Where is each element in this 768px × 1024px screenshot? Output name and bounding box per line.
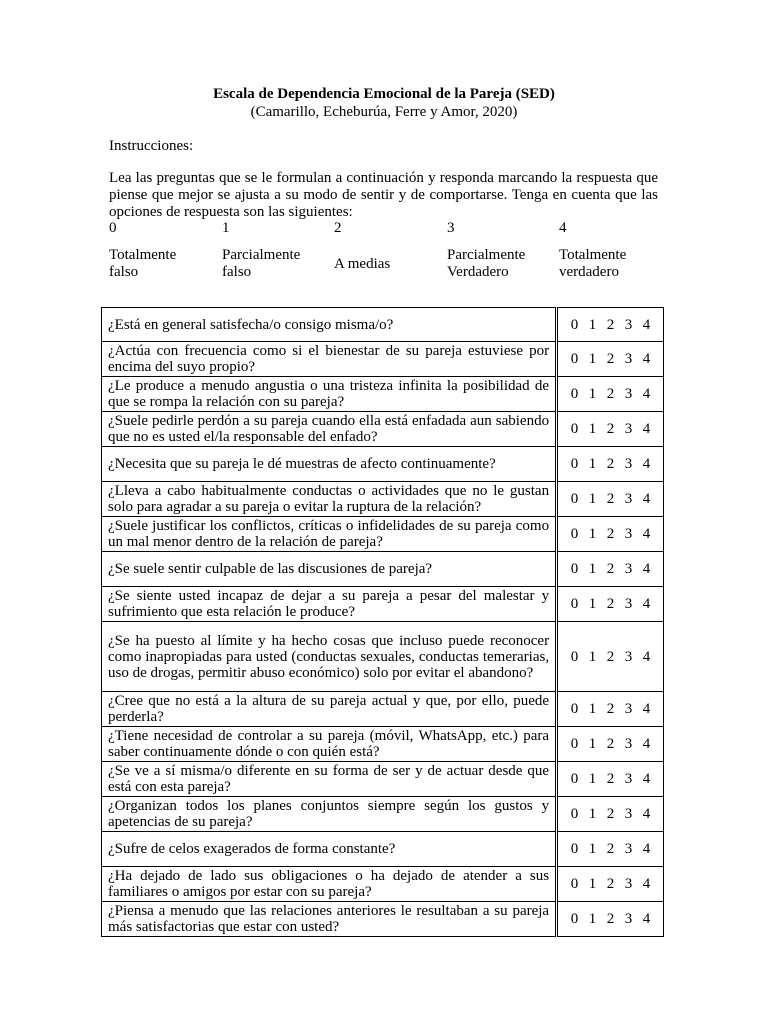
answer-option[interactable]: 2 (606, 736, 615, 752)
question-text: ¿Tiene necesidad de controlar a su pareja (móvil, WhatsApp, etc.) para saber continuamente dónde o con quién está? (102, 727, 557, 762)
answer-option[interactable]: 1 (588, 806, 597, 822)
document-title: Escala de Dependencia Emocional de la Pareja (SED) (213, 86, 555, 102)
question-row (102, 517, 664, 552)
answer-option[interactable]: 3 (624, 841, 633, 857)
answer-option[interactable]: 3 (624, 491, 633, 507)
answer-option[interactable]: 0 (570, 421, 579, 437)
scale-label: Parcialmente Verdadero (447, 247, 526, 280)
answer-option[interactable]: 2 (606, 351, 615, 367)
question-text: ¿Lleva a cabo habitualmente conductas o actividades que no le gustan solo para agradar a su pareja o evitar la ruptura de la relación? (102, 482, 557, 517)
answer-option[interactable]: 4 (642, 386, 651, 402)
answer-option[interactable]: 2 (606, 876, 615, 892)
answer-options (557, 308, 664, 342)
answer-options (557, 622, 664, 692)
question-row (102, 587, 664, 622)
question-row (102, 412, 664, 447)
scale-value: 1 (222, 220, 230, 236)
document-subtitle: (Camarillo, Echeburúa, Ferre y Amor, 2020) (250, 104, 518, 120)
question-row (102, 797, 664, 832)
question-text: ¿Piensa a menudo que las relaciones anteriores le resultaban a su pareja más satisfactorias que estar con usted? (102, 902, 557, 937)
answer-option[interactable]: 1 (588, 561, 597, 577)
answer-options (557, 412, 664, 447)
answer-options (557, 517, 664, 552)
answer-option[interactable]: 2 (606, 491, 615, 507)
answer-option[interactable]: 1 (588, 456, 597, 472)
answer-option[interactable]: 4 (642, 421, 651, 437)
answer-option[interactable]: 4 (642, 771, 651, 787)
answer-option[interactable]: 2 (606, 526, 615, 542)
answer-option[interactable]: 4 (642, 648, 651, 665)
answer-option[interactable]: 0 (570, 386, 579, 402)
answer-options (557, 867, 664, 902)
answer-option[interactable]: 3 (624, 316, 633, 333)
answer-options (557, 832, 664, 867)
instructions-heading: Instrucciones: (109, 138, 194, 154)
answer-option[interactable]: 2 (606, 771, 615, 787)
answer-option[interactable]: 0 (570, 648, 579, 665)
answer-option[interactable]: 0 (570, 911, 579, 927)
answer-option[interactable]: 1 (588, 596, 597, 612)
questionnaire-table (101, 307, 664, 937)
answer-option[interactable]: 3 (624, 806, 633, 822)
answer-options (557, 692, 664, 727)
question-text: ¿Cree que no está a la altura de su pareja actual y que, por ello, puede perderla? (102, 692, 557, 727)
answer-options (557, 377, 664, 412)
answer-options (557, 447, 664, 482)
answer-option[interactable]: 0 (570, 561, 579, 577)
answer-option[interactable]: 4 (642, 491, 651, 507)
answer-option[interactable]: 0 (570, 806, 579, 822)
answer-option[interactable]: 2 (606, 316, 615, 333)
answer-option[interactable]: 2 (606, 841, 615, 857)
answer-options (557, 552, 664, 587)
question-row (102, 867, 664, 902)
answer-option[interactable]: 2 (606, 911, 615, 927)
answer-options (557, 342, 664, 377)
scale-label: Totalmente verdadero (559, 247, 627, 280)
question-text: ¿Está en general satisfecha/o consigo misma/o? (102, 308, 557, 342)
question-text: ¿Se siente usted incapaz de dejar a su pareja a pesar del malestar y sufrimiento que esta relación le produce? (102, 587, 557, 622)
question-text: ¿Le produce a menudo angustia o una tristeza infinita la posibilidad de que se rompa la relación con su pareja? (102, 377, 557, 412)
question-row (102, 447, 664, 482)
question-row (102, 342, 664, 377)
answer-option[interactable]: 1 (588, 771, 597, 787)
answer-option[interactable]: 0 (570, 526, 579, 542)
answer-option[interactable]: 4 (642, 841, 651, 857)
answer-options (557, 727, 664, 762)
answer-options (557, 762, 664, 797)
answer-options (557, 797, 664, 832)
question-row (102, 692, 664, 727)
answer-option[interactable]: 1 (588, 736, 597, 752)
instructions-text: Lea las preguntas que se le formulan a continuación y responda marcando la respuesta que piense que mejor se ajusta a su modo de sentir y de comportarse. Tenga en cuenta que las opciones de respuesta son las siguientes: (109, 170, 658, 220)
answer-option[interactable]: 3 (624, 771, 633, 787)
answer-option[interactable]: 0 (570, 876, 579, 892)
question-text: ¿Sufre de celos exagerados de forma constante? (102, 832, 557, 867)
answer-option[interactable]: 0 (570, 456, 579, 472)
answer-option[interactable]: 4 (642, 701, 651, 717)
question-text: ¿Ha dejado de lado sus obligaciones o ha dejado de atender a sus familiares o amigos por estar con su pareja? (102, 867, 557, 902)
answer-option[interactable]: 3 (624, 526, 633, 542)
answer-option[interactable]: 3 (624, 456, 633, 472)
question-text: ¿Se ve a sí misma/o diferente en su forma de ser y de actuar desde que está con esta pareja? (102, 762, 557, 797)
answer-option[interactable]: 0 (570, 351, 579, 367)
scale-label: Parcialmente falso (222, 247, 301, 280)
answer-options (557, 587, 664, 622)
question-text: ¿Necesita que su pareja le dé muestras de afecto continuamente? (102, 447, 557, 482)
answer-option[interactable]: 0 (570, 491, 579, 507)
answer-option[interactable]: 0 (570, 596, 579, 612)
answer-option[interactable]: 4 (642, 351, 651, 367)
answer-option[interactable]: 3 (624, 561, 633, 577)
scale-label: A medias (334, 256, 391, 272)
question-text: ¿Organizan todos los planes conjuntos siempre según los gustos y apetencias de su pareja? (102, 797, 557, 832)
answer-option[interactable]: 4 (642, 561, 651, 577)
question-row (102, 727, 664, 762)
question-row (102, 622, 664, 692)
answer-option[interactable]: 1 (588, 648, 597, 665)
question-text: ¿Se suele sentir culpable de las discusiones de pareja? (102, 552, 557, 587)
question-row (102, 377, 664, 412)
answer-option[interactable]: 4 (642, 806, 651, 822)
scale-value: 3 (447, 220, 455, 236)
answer-options (557, 902, 664, 937)
answer-option[interactable]: 3 (624, 736, 633, 752)
answer-option[interactable]: 1 (588, 386, 597, 402)
answer-option[interactable]: 4 (642, 456, 651, 472)
answer-option[interactable]: 4 (642, 876, 651, 892)
answer-option[interactable]: 2 (606, 421, 615, 437)
answer-option[interactable]: 2 (606, 701, 615, 717)
answer-option[interactable]: 3 (624, 911, 633, 927)
answer-option[interactable]: 3 (624, 876, 633, 892)
question-text: ¿Se ha puesto al límite y ha hecho cosas que incluso puede reconocer como inapropiadas para usted (conductas sexuales, conductas temerarias, uso de drogas, permitir abuso económico) solo por evitar el abandono? (102, 622, 557, 692)
answer-option[interactable]: 3 (624, 351, 633, 367)
answer-option[interactable]: 2 (606, 596, 615, 612)
answer-option[interactable]: 4 (642, 911, 651, 927)
answer-option[interactable]: 2 (606, 648, 615, 665)
answer-option[interactable]: 0 (570, 701, 579, 717)
answer-option[interactable]: 1 (588, 841, 597, 857)
answer-option[interactable]: 0 (570, 841, 579, 857)
answer-option[interactable]: 3 (624, 648, 633, 665)
question-row (102, 482, 664, 517)
answer-option[interactable]: 3 (624, 596, 633, 612)
answer-option[interactable]: 2 (606, 456, 615, 472)
answer-options (557, 482, 664, 517)
scale-value: 2 (334, 220, 342, 236)
answer-option[interactable]: 1 (588, 701, 597, 717)
answer-option[interactable]: 0 (570, 736, 579, 752)
answer-option[interactable]: 1 (588, 911, 597, 927)
answer-option[interactable]: 0 (570, 316, 579, 333)
answer-option[interactable]: 4 (642, 526, 651, 542)
question-text: ¿Suele pedirle perdón a su pareja cuando ella está enfadada aun sabiendo que no es usted el/la responsable del enfado? (102, 412, 557, 447)
question-row (102, 308, 664, 342)
answer-option[interactable]: 1 (588, 421, 597, 437)
question-row (102, 832, 664, 867)
answer-option[interactable]: 2 (606, 806, 615, 822)
answer-option[interactable]: 3 (624, 421, 633, 437)
answer-option[interactable]: 2 (606, 561, 615, 577)
answer-option[interactable]: 1 (588, 316, 597, 333)
answer-option[interactable]: 1 (588, 876, 597, 892)
answer-option[interactable]: 2 (606, 386, 615, 402)
question-row (102, 902, 664, 937)
answer-option[interactable]: 1 (588, 491, 597, 507)
answer-option[interactable]: 4 (642, 316, 651, 333)
answer-option[interactable]: 4 (642, 596, 651, 612)
answer-option[interactable]: 4 (642, 736, 651, 752)
question-row (102, 762, 664, 797)
question-row (102, 552, 664, 587)
answer-option[interactable]: 3 (624, 701, 633, 717)
answer-option[interactable]: 1 (588, 526, 597, 542)
scale-value: 4 (559, 220, 567, 236)
scale-value: 0 (109, 220, 117, 236)
answer-option[interactable]: 1 (588, 351, 597, 367)
scale-label: Totalmente falso (109, 247, 177, 280)
question-text: ¿Suele justificar los conflictos, críticas o infidelidades de su pareja como un mal menor dentro de la relación de pareja? (102, 517, 557, 552)
answer-option[interactable]: 0 (570, 771, 579, 787)
question-text: ¿Actúa con frecuencia como si el bienestar de su pareja estuviese por encima del suyo propio? (102, 342, 557, 377)
answer-option[interactable]: 3 (624, 386, 633, 402)
